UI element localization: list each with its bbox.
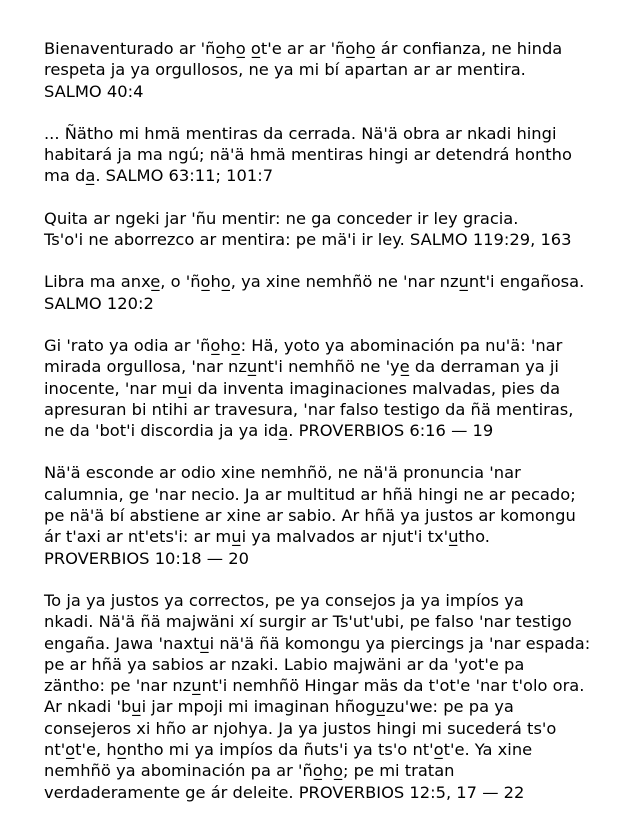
text-line: Libra ma anxe̲, o 'ño̲ho̲, ya xine nemhñö ne 'nar nzu̲nt'i engañosa.	[44, 272, 585, 292]
text-line: habitará ja ma ngú; nä'ä hmä mentiras hingi ar detendrá hontho	[44, 145, 572, 165]
text-line: Ar nkadi 'bu̲i jar mpoji mi imaginan hñogu̲zu'we: pe pa ya	[44, 697, 514, 717]
text-line: ... Ñätho mi hmä mentiras da cerrada. Nä'ä obra ar nkadi hingi	[44, 123, 557, 143]
text-line: apresuran bi ntihi ar travesura, 'nar falso testigo da ñä mentiras,	[44, 399, 574, 419]
paragraph-proverbios-12	[44, 590, 612, 803]
text-line: Bienaventurado ar 'ño̲ho̲ o̲t'e ar ar 'ño̲ho̲ ár confianza, ne hinda	[44, 39, 563, 58]
text-line: ne da 'bot'i discordia ja ya ida̲. PROVERBIOS 6:16 — 19	[44, 421, 494, 441]
text-line: verdaderamente ge ár deleite. PROVERBIOS 12:5, 17 — 22	[44, 782, 525, 802]
text-line: ár t'axi ar nt'ets'i: ar mu̲i ya malvados ar njut'i tx'u̲tho.	[44, 527, 490, 547]
text-line: pe ar hñä ya sabios ar nzaki. Labio majwäni ar da 'yot'e pa	[44, 654, 525, 674]
text-line: ma da̲. SALMO 63:11; 101:7	[44, 166, 274, 186]
paragraph-salmo-119	[44, 208, 612, 251]
text-line: SALMO 40:4	[44, 81, 144, 101]
paragraph-salmo-120	[44, 271, 612, 314]
text-line: zäntho: pe 'nar nzu̲nt'i nemhñö Hingar mäs da t'ot'e 'nar t'olo ora.	[44, 676, 585, 696]
paragraph-salmo-40	[44, 38, 612, 102]
text-line: PROVERBIOS 10:18 — 20	[44, 548, 249, 568]
text-line: nt'o̲t'e, ho̲ntho mi ya impíos da ñuts'i ya ts'o nt'o̲t'e. Ya xine	[44, 740, 533, 760]
paragraph-proverbios-10	[44, 462, 612, 568]
text-line: inocente, 'nar mu̲i da inventa imaginaciones malvadas, pies da	[44, 378, 561, 398]
document-page	[44, 38, 612, 824]
text-line: pe nä'ä bí abstiene ar xine ar sabio. Ar hñä ya justos ar komongu	[44, 506, 576, 526]
text-line: Quita ar ngeki jar 'ñu mentir: ne ga conceder ir ley gracia.	[44, 208, 519, 228]
text-line: engaña. Jawa 'naxtu̲i nä'ä ñä komongu ya piercings ja 'nar espada:	[44, 633, 591, 653]
text-line: Gi 'rato ya odia ar 'ño̲ho̲: Hä, yoto ya abominación pa nu'ä: 'nar	[44, 335, 563, 355]
text-line: To ja ya justos ya correctos, pe ya consejos ja ya impíos ya	[44, 590, 524, 610]
text-line: respeta ja ya orgullosos, ne ya mi bí apartan ar ar mentira.	[44, 60, 526, 80]
text-line: Nä'ä esconde ar odio xine nemhñö, ne nä'ä pronuncia 'nar	[44, 463, 521, 483]
text-line: nemhñö ya abominación pa ar 'ño̲ho̲; pe mi tratan	[44, 761, 455, 781]
text-line: nkadi. Nä'ä ñä majwäni xí surgir ar Ts'ut'ubi, pe falso 'nar testigo	[44, 612, 572, 632]
text-line: SALMO 120:2	[44, 293, 154, 313]
text-line: calumnia, ge 'nar necio. Ja ar multitud ar hñä hingi ne ar pecado;	[44, 484, 576, 504]
paragraph-proverbios-6	[44, 335, 612, 441]
text-line: Ts'o'i ne aborrezco ar mentira: pe mä'i ir ley. SALMO 119:29, 163	[44, 230, 572, 250]
text-line: mirada orgullosa, 'nar nzu̲nt'i nemhñö ne 'ye̲ da derraman ya ji	[44, 357, 559, 377]
paragraph-salmo-63	[44, 123, 612, 187]
text-line: consejeros xi hño ar njohya. Ja ya justos hingi mi sucederá ts'o	[44, 718, 557, 738]
